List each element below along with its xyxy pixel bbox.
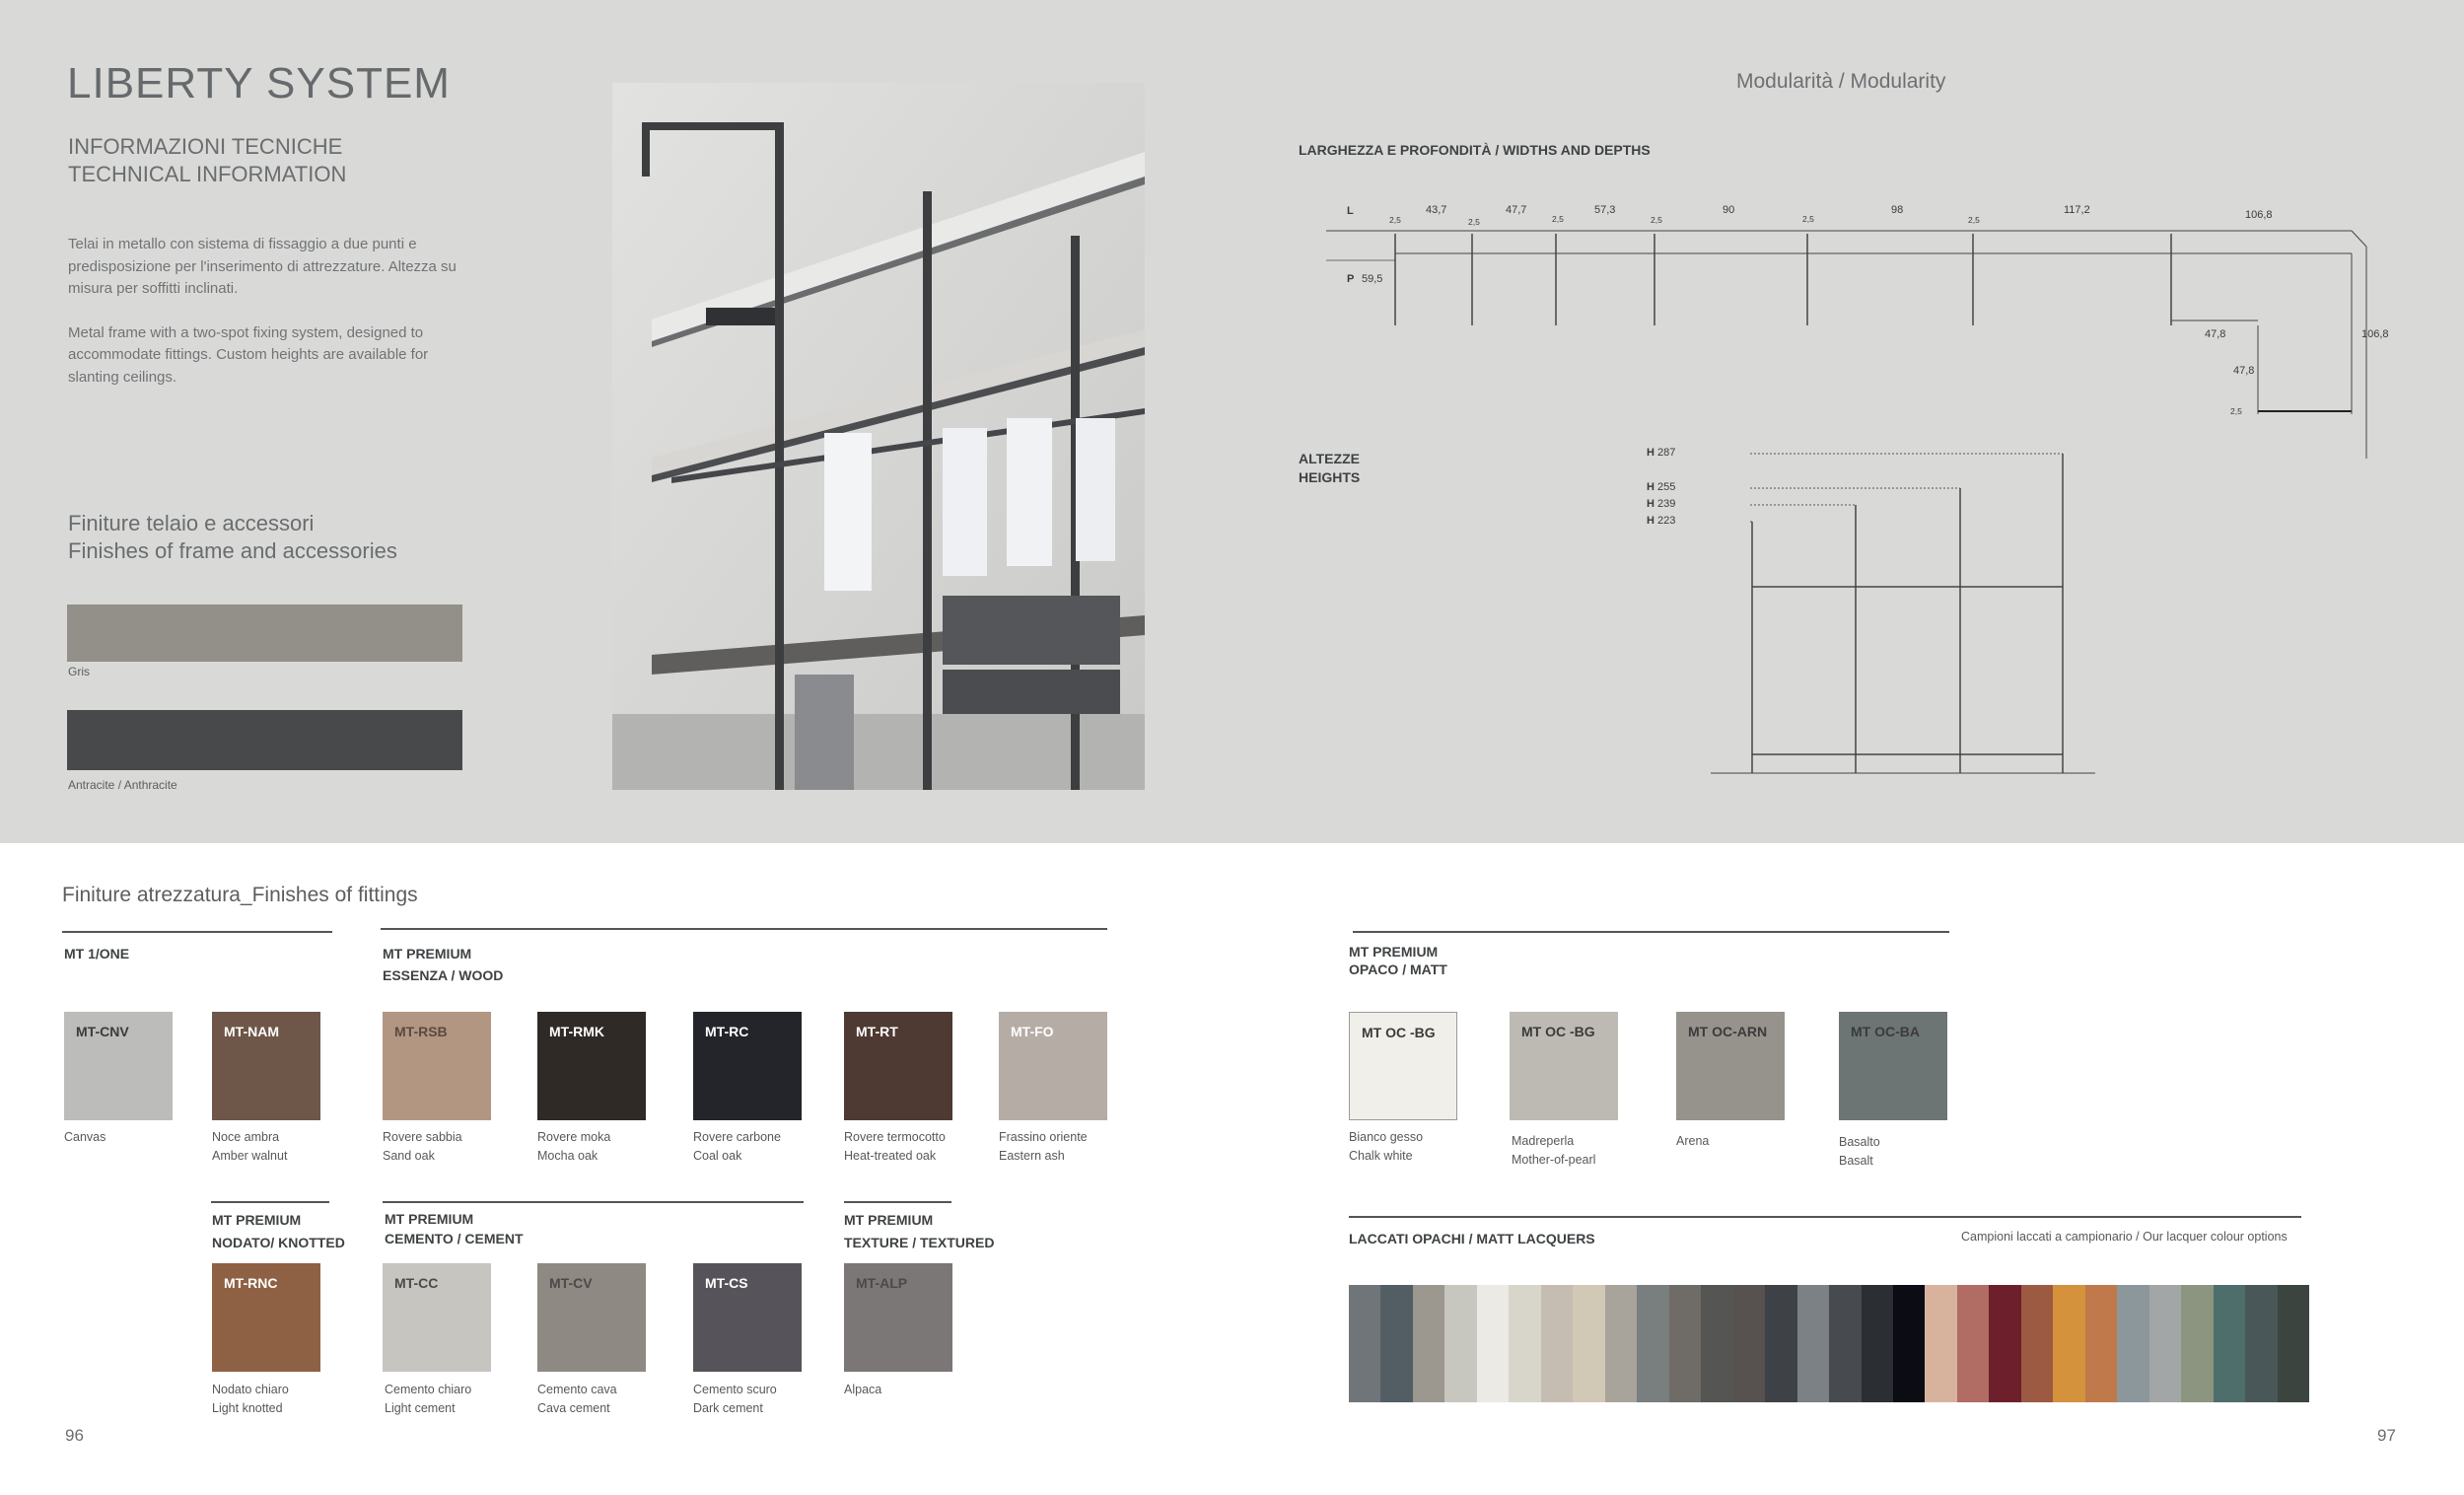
group-matt-label: MT PREMIUM OPACO / MATT <box>1349 944 1447 977</box>
page-number-right: 97 <box>2377 1426 2396 1445</box>
dim-gap-3: 2,5 <box>1552 214 1564 224</box>
swatch-mt-alp: MT-ALP <box>844 1263 952 1372</box>
lacquer-swatch <box>2214 1285 2245 1402</box>
description <box>68 234 462 410</box>
swatch-mt-rc: MT-RC <box>693 1012 802 1120</box>
lacquer-swatch <box>1989 1285 2020 1402</box>
lacquer-swatch <box>2149 1285 2181 1402</box>
caption-mt-rmk: Rovere moka Mocha oak <box>537 1130 611 1163</box>
lacquer-swatch <box>2085 1285 2117 1402</box>
modularity-diagram <box>1282 187 2445 799</box>
swatch-mt-rt: MT-RT <box>844 1012 952 1120</box>
lacquer-swatch <box>2245 1285 2277 1402</box>
lacquer-swatch <box>1669 1285 1701 1402</box>
heights-label: ALTEZZE HEIGHTS <box>1299 451 1361 485</box>
page-number-left: 96 <box>65 1426 84 1445</box>
dim-width-2: 47,7 <box>1506 204 1527 216</box>
swatch-gris-label: Gris <box>68 665 90 678</box>
swatch-mt-oc-ba: MT OC-BA <box>1839 1012 1947 1120</box>
dim-L: L <box>1347 205 1354 217</box>
lacquer-swatch <box>1541 1285 1573 1402</box>
caption-mt-oc-bg-white: Bianco gesso Chalk white <box>1349 1130 1424 1163</box>
caption-mt-cv: Cemento cava Cava cement <box>537 1383 617 1415</box>
lacquer-swatch <box>1862 1285 1893 1402</box>
dim-depth: 59,5 <box>1362 273 1383 285</box>
dim-gap-1: 2,5 <box>1389 215 1401 225</box>
page-subtitle: INFORMAZIONI TECNICHE TECHNICAL INFORMATION <box>68 134 347 186</box>
lacquer-swatch <box>1605 1285 1637 1402</box>
dim-gap-5: 2,5 <box>1802 214 1814 224</box>
lacquer-swatch <box>1797 1285 1829 1402</box>
lacquer-swatch <box>1829 1285 1861 1402</box>
lacquer-swatch <box>1701 1285 1732 1402</box>
swatch-gris <box>67 605 462 662</box>
lacquer-swatch <box>1573 1285 1604 1402</box>
swatch-mt-oc-bg-white: MT OC -BG <box>1349 1012 1457 1120</box>
height-255: H 255 <box>1647 481 1676 493</box>
group-one-label: MT 1/ONE <box>64 946 130 961</box>
swatch-mt-oc-arn: MT OC-ARN <box>1676 1012 1785 1120</box>
lacquer-swatch <box>1893 1285 1925 1402</box>
lacquer-swatch <box>1444 1285 1476 1402</box>
caption-mt-rt: Rovere termocotto Heat-treated oak <box>844 1130 946 1163</box>
product-photo <box>612 83 1145 790</box>
swatch-mt-cv: MT-CV <box>537 1263 646 1372</box>
lacquer-swatch <box>1957 1285 1989 1402</box>
diagram-lines <box>1282 187 2445 799</box>
dim-corner-side: 106,8 <box>2361 328 2389 340</box>
lacquer-swatch <box>1477 1285 1509 1402</box>
rule-matt <box>1353 931 1949 933</box>
rule-lacquers <box>1349 1216 2301 1218</box>
dim-P: P <box>1347 273 1355 285</box>
lacquer-swatch <box>1765 1285 1796 1402</box>
rule-wood <box>381 928 1107 930</box>
lacquer-swatch <box>1637 1285 1668 1402</box>
caption-mt-rc: Rovere carbone Coal oak <box>693 1130 781 1163</box>
lacquer-swatch <box>1925 1285 1956 1402</box>
height-239: H 239 <box>1647 498 1676 510</box>
caption-mt-rnc: Nodato chiaro Light knotted <box>212 1383 289 1415</box>
lacquers-label: LACCATI OPACHI / MATT LACQUERS <box>1349 1231 1595 1246</box>
frame-finishes-heading: Finiture telaio e accessori Finishes of frame and accessories <box>68 511 397 563</box>
group-cement-label: MT PREMIUM CEMENTO / CEMENT <box>385 1211 524 1246</box>
dim-corner-b: 47,8 <box>2233 365 2255 377</box>
caption-mt-cc: Cemento chiaro Light cement <box>385 1383 472 1415</box>
swatch-mt-rmk: MT-RMK <box>537 1012 646 1120</box>
swatch-mt-cnv: MT-CNV <box>64 1012 173 1120</box>
lacquer-swatch <box>2021 1285 2053 1402</box>
dim-width-5: 98 <box>1891 204 1904 216</box>
dim-corner-a: 47,8 <box>2205 328 2226 340</box>
dim-width-7: 106,8 <box>2245 209 2273 221</box>
swatch-mt-cc: MT-CC <box>383 1263 491 1372</box>
caption-mt-alp: Alpaca <box>844 1383 882 1396</box>
caption-mt-oc-bg-pearl: Madreperla Mother-of-pearl <box>1512 1134 1596 1167</box>
dim-width-4: 90 <box>1723 204 1735 216</box>
lacquer-swatch <box>1349 1285 1380 1402</box>
caption-mt-cs: Cemento scuro Dark cement <box>693 1383 777 1415</box>
dim-width-6: 117,2 <box>2064 204 2090 216</box>
dim-corner-c: 2,5 <box>2230 406 2242 416</box>
lacquer-swatch <box>2117 1285 2148 1402</box>
lacquer-swatch <box>2278 1285 2309 1402</box>
description-en: Metal frame with a two-spot fixing system, designed to accommodate fittings. Custom heights are available for slanting ceilings. <box>68 323 429 386</box>
rule-one <box>62 931 332 933</box>
caption-mt-fo: Frassino oriente Eastern ash <box>999 1130 1088 1163</box>
lacquer-swatch <box>1413 1285 1444 1402</box>
swatch-anthracite <box>67 710 462 770</box>
swatch-mt-cs: MT-CS <box>693 1263 802 1372</box>
caption-mt-nam: Noce ambra Amber walnut <box>212 1130 288 1163</box>
swatch-mt-nam: MT-NAM <box>212 1012 320 1120</box>
page-title: LIBERTY SYSTEM <box>67 59 451 107</box>
swatch-anthracite-label: Antracite / Anthracite <box>68 778 177 792</box>
lacquer-swatch <box>1733 1285 1765 1402</box>
lacquers-note: Campioni laccati a campionario / Our lacquer colour options <box>1961 1230 2288 1244</box>
description-it: Telai in metallo con sistema di fissaggio a due punti e predisposizione per l'inserimento di attrezzature. Altezza su misura per soffitti inclinati. <box>68 236 457 297</box>
modularity-title: Modularità / Modularity <box>1736 70 1946 93</box>
height-287: H 287 <box>1647 447 1676 459</box>
lacquer-swatch <box>2053 1285 2084 1402</box>
rule-cement <box>383 1201 804 1203</box>
dim-gap-4: 2,5 <box>1651 215 1662 225</box>
group-textured-label: MT PREMIUM TEXTURE / TEXTURED <box>844 1212 995 1250</box>
lacquer-swatch <box>2181 1285 2213 1402</box>
caption-mt-rsb: Rovere sabbia Sand oak <box>383 1130 462 1163</box>
swatch-mt-rnc: MT-RNC <box>212 1263 320 1372</box>
rule-knotted <box>211 1201 329 1203</box>
lacquer-swatch <box>1380 1285 1412 1402</box>
swatch-mt-fo: MT-FO <box>999 1012 1107 1120</box>
lacquer-swatch <box>1509 1285 1540 1402</box>
fittings-heading: Finiture atrezzatura_Finishes of fittings <box>62 884 418 906</box>
dim-gap-6: 2,5 <box>1968 215 1980 225</box>
group-wood-label: MT PREMIUM ESSENZA / WOOD <box>383 946 504 983</box>
dim-gap-2: 2,5 <box>1468 217 1480 227</box>
dim-width-3: 57,3 <box>1594 204 1616 216</box>
rule-textured <box>844 1201 951 1203</box>
caption-mt-oc-arn: Arena <box>1676 1134 1710 1148</box>
caption-mt-oc-ba: Basalto Basalt <box>1839 1135 1880 1168</box>
lacquer-color-strip <box>1349 1285 2309 1402</box>
widths-label: LARGHEZZA E PROFONDITÀ / WIDTHS AND DEPTHS <box>1299 142 1651 158</box>
swatch-mt-oc-bg-pearl: MT OC -BG <box>1510 1012 1618 1120</box>
swatch-mt-rsb: MT-RSB <box>383 1012 491 1120</box>
height-223: H 223 <box>1647 515 1676 527</box>
caption-mt-cnv: Canvas <box>64 1130 106 1144</box>
group-knotted-label: MT PREMIUM NODATO/ KNOTTED <box>212 1212 345 1250</box>
dim-width-1: 43,7 <box>1426 204 1447 216</box>
